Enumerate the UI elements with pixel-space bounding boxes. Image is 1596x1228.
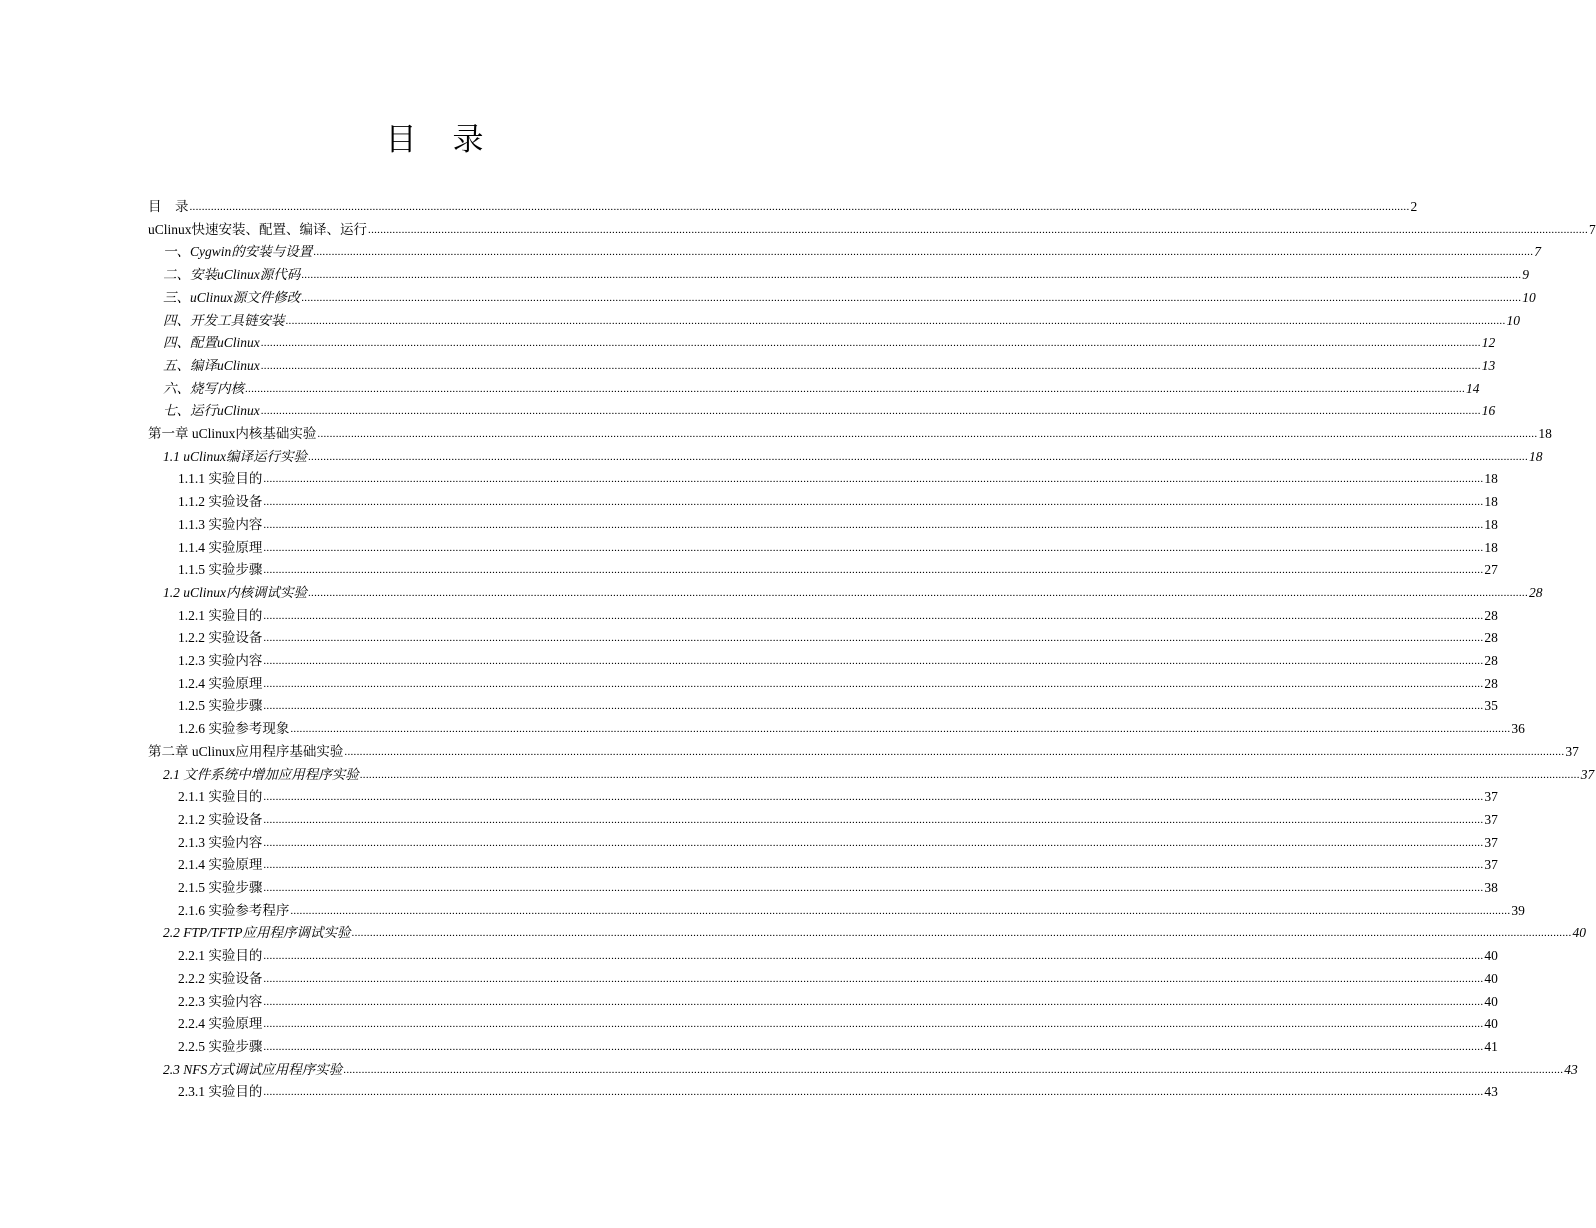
toc-entry-page-number: 28: [1484, 675, 1498, 691]
toc-entry-page-number: 18: [1529, 448, 1543, 464]
toc-entry[interactable]: [178, 968, 1498, 991]
toc-entry-title: 七、运行uClinux: [163, 403, 260, 419]
toc-entry-page-number: 40: [1484, 948, 1498, 964]
toc-entry[interactable]: [178, 559, 1498, 582]
toc-entry-title: 1.2 uClinux内核调试实验: [163, 584, 307, 600]
toc-dot-leader: ................................................................................................................................................................................................................................................................................................................................................................................................................: [308, 450, 1528, 463]
toc-entry-title: 2.3.1 实验目的: [178, 1084, 263, 1100]
toc-dot-leader: ................................................................................................................................................................................................................................................................................................................................................................................................................: [308, 586, 1528, 599]
toc-entry-page-number: 18: [1484, 471, 1498, 487]
toc-entry-page-number: 40: [1572, 925, 1587, 941]
toc-entry-title: 1.2.2 实验设备: [178, 630, 263, 646]
toc-entry-title: 2.1.6 实验参考程序: [178, 902, 290, 918]
toc-entry-title: 2.1.3 实验内容: [178, 834, 263, 850]
toc-entry-page-number: 40: [1484, 993, 1498, 1009]
toc-entry[interactable]: [148, 741, 1579, 764]
toc-entry-page-number: 10: [1506, 312, 1520, 328]
toc-entry-page-number: 18: [1484, 516, 1498, 532]
toc-entry-page-number: 7: [1534, 244, 1542, 260]
toc-entry[interactable]: [178, 900, 1525, 923]
toc-dot-leader: ................................................................................................................................................................................................................................................................................................................................................................................................................: [317, 428, 1538, 440]
toc-entry[interactable]: [163, 310, 1520, 333]
toc-entry-page-number: 2: [1410, 199, 1418, 214]
toc-entry-page-number: 37: [1484, 857, 1498, 873]
toc-dot-leader: ................................................................................................................................................................................................................................................................................................................................................................................................................: [343, 1063, 1564, 1076]
toc-entry[interactable]: [178, 491, 1498, 514]
toc-entry[interactable]: [178, 945, 1498, 968]
toc-entry-title: 第一章 uClinux内核基础实验: [148, 426, 317, 441]
toc-entry-title: 1.2.1 实验目的: [178, 607, 263, 623]
toc-entry-title: 一、Cygwin的安装与设置: [163, 244, 313, 260]
toc-entry-title: 第二章 uClinux应用程序基础实验: [148, 743, 344, 759]
toc-dot-leader: ................................................................................................................................................................................................................................................................................................................................................................................................................: [263, 518, 1484, 531]
toc-dot-leader: ................................................................................................................................................................................................................................................................................................................................................................................................................: [263, 677, 1484, 690]
toc-entry[interactable]: [163, 582, 1543, 605]
toc-dot-leader: ................................................................................................................................................................................................................................................................................................................................................................................................................: [263, 813, 1484, 826]
toc-dot-leader: ................................................................................................................................................................................................................................................................................................................................................................................................................: [263, 564, 1484, 577]
toc-entry-title: 2.3 NFS方式调试应用程序实验: [163, 1061, 343, 1077]
page-title: 目录: [385, 122, 520, 157]
toc-dot-leader: ................................................................................................................................................................................................................................................................................................................................................................................................................: [359, 768, 1580, 781]
toc-dot-leader: ................................................................................................................................................................................................................................................................................................................................................................................................................: [351, 927, 1572, 940]
toc-entry[interactable]: [163, 332, 1496, 355]
toc-entry-title: 2.2.5 实验步骤: [178, 1038, 263, 1054]
toc-entry-page-number: 43: [1484, 1084, 1498, 1100]
toc-entry[interactable]: [178, 673, 1498, 696]
toc-dot-leader: ................................................................................................................................................................................................................................................................................................................................................................................................................: [344, 745, 1565, 758]
toc-entry-title: 2.2.1 实验目的: [178, 948, 263, 964]
toc-entry-page-number: 18: [1484, 539, 1498, 555]
toc-entry-page-number: 36: [1511, 721, 1525, 737]
toc-entry-title: 二、安装uClinux源代码: [163, 267, 301, 283]
toc-entry-title: 2.1.1 实验目的: [178, 789, 263, 805]
toc-dot-leader: ................................................................................................................................................................................................................................................................................................................................................................................................................: [263, 972, 1484, 985]
toc-entry-page-number: 18: [1484, 494, 1498, 510]
toc-entry-title: 四、开发工具链安装: [163, 312, 285, 328]
toc-dot-leader: ................................................................................................................................................................................................................................................................................................................................................................................................................: [290, 723, 1511, 736]
toc-entry[interactable]: [178, 695, 1498, 718]
toc-entry[interactable]: [178, 605, 1498, 628]
toc-entry[interactable]: [178, 786, 1498, 809]
toc-entry-page-number: 28: [1484, 607, 1498, 623]
toc-dot-leader: ................................................................................................................................................................................................................................................................................................................................................................................................................: [263, 1086, 1484, 1099]
toc-dot-leader: ................................................................................................................................................................................................................................................................................................................................................................................................................: [263, 950, 1484, 963]
toc-dot-leader: ................................................................................................................................................................................................................................................................................................................................................................................................................: [189, 201, 1410, 213]
toc-dot-leader: ................................................................................................................................................................................................................................................................................................................................................................................................................: [263, 882, 1484, 894]
toc-entry-title: 四、配置uClinux: [163, 335, 260, 351]
toc-entry-title: 1.1.4 实验原理: [178, 539, 263, 555]
toc-entry-page-number: 38: [1484, 880, 1498, 895]
toc-entry-title: 1.2.3 实验内容: [178, 653, 263, 668]
toc-dot-leader: ................................................................................................................................................................................................................................................................................................................................................................................................................: [285, 314, 1506, 327]
toc-entry-page-number: 35: [1484, 698, 1498, 714]
toc-entry-title: 1.1.2 实验设备: [178, 494, 263, 510]
toc-dot-leader: ................................................................................................................................................................................................................................................................................................................................................................................................................: [290, 904, 1511, 917]
toc-dot-leader: ................................................................................................................................................................................................................................................................................................................................................................................................................: [245, 382, 1465, 395]
toc-entry-title: 1.1.3 实验内容: [178, 516, 263, 532]
toc-entry-title: 2.1.5 实验步骤: [178, 880, 263, 895]
toc-dot-leader: ................................................................................................................................................................................................................................................................................................................................................................................................................: [301, 291, 1522, 304]
toc-entry-title: 1.2.5 实验步骤: [178, 698, 263, 714]
toc-dot-leader: ................................................................................................................................................................................................................................................................................................................................................................................................................: [263, 541, 1484, 554]
toc-entry-title: 1.1 uClinux编译运行实验: [163, 448, 307, 464]
toc-dot-leader: ................................................................................................................................................................................................................................................................................................................................................................................................................: [263, 655, 1484, 667]
toc-dot-leader: ................................................................................................................................................................................................................................................................................................................................................................................................................: [260, 405, 1481, 418]
toc-entry[interactable]: [148, 423, 1552, 446]
toc-entry[interactable]: [178, 514, 1498, 537]
toc-entry-page-number: 27: [1484, 562, 1498, 578]
toc-entry-title: 2.2.4 实验原理: [178, 1016, 263, 1032]
toc-entry-page-number: 10: [1522, 289, 1536, 305]
toc-entry-page-number: 37: [1484, 789, 1498, 805]
toc-entry-title: 2.1.2 实验设备: [178, 811, 263, 827]
toc-entry-page-number: 13: [1481, 357, 1496, 373]
toc-entry[interactable]: [178, 991, 1498, 1014]
toc-entry[interactable]: [178, 468, 1498, 491]
toc-dot-leader: ................................................................................................................................................................................................................................................................................................................................................................................................................: [263, 496, 1484, 509]
toc-entry[interactable]: [178, 627, 1498, 650]
toc-dot-leader: ................................................................................................................................................................................................................................................................................................................................................................................................................: [263, 995, 1484, 1008]
toc-entry-title: 1.1.5 实验步骤: [178, 562, 263, 578]
toc-entry[interactable]: [163, 241, 1542, 264]
toc-entry[interactable]: [148, 196, 1418, 219]
toc-dot-leader: ................................................................................................................................................................................................................................................................................................................................................................................................................: [263, 700, 1484, 713]
toc-entry-page-number: 40: [1484, 1016, 1498, 1032]
toc-entry[interactable]: [163, 764, 1595, 787]
toc-entry[interactable]: [163, 287, 1536, 310]
toc-entry-page-number: 9: [1522, 267, 1529, 283]
toc-entry-page-number: 37: [1484, 834, 1498, 850]
toc-entry-title: 2.2 FTP/TFTP应用程序调试实验: [163, 925, 351, 941]
toc-entry-title: uClinux快速安装、配置、编译、运行: [148, 221, 368, 237]
toc-dot-leader: ................................................................................................................................................................................................................................................................................................................................................................................................................: [313, 246, 1534, 259]
toc-entry-page-number: 7: [1589, 221, 1596, 237]
toc-dot-leader: ................................................................................................................................................................................................................................................................................................................................................................................................................: [263, 1040, 1484, 1053]
toc-dot-leader: ................................................................................................................................................................................................................................................................................................................................................................................................................: [263, 1018, 1484, 1031]
toc-entry-page-number: 37: [1484, 811, 1498, 827]
toc-dot-leader: ................................................................................................................................................................................................................................................................................................................................................................................................................: [263, 609, 1484, 622]
toc-entry[interactable]: [178, 1081, 1498, 1104]
toc-entry-page-number: 28: [1529, 584, 1543, 600]
toc-entry-page-number: 12: [1481, 335, 1496, 351]
toc-entry[interactable]: [163, 446, 1543, 469]
toc-entry[interactable]: [178, 854, 1498, 877]
toc-entry[interactable]: [148, 219, 1596, 242]
toc-entry[interactable]: [178, 877, 1498, 900]
toc-entry-page-number: 18: [1538, 426, 1552, 441]
toc-entry-title: 五、编译uClinux: [163, 357, 260, 373]
toc-entry-title: 六、烧写内核: [163, 380, 244, 396]
toc-entry-page-number: 16: [1481, 403, 1496, 419]
toc-dot-leader: ................................................................................................................................................................................................................................................................................................................................................................................................................: [301, 269, 1522, 282]
toc-entry-title: 2.2.3 实验内容: [178, 993, 263, 1009]
toc-entry-title: 2.2.2 实验设备: [178, 970, 263, 986]
toc-entry[interactable]: [163, 1059, 1578, 1082]
toc-entry[interactable]: [178, 809, 1498, 832]
toc-entry-page-number: 28: [1484, 653, 1498, 668]
toc-entry[interactable]: [178, 650, 1498, 673]
toc-entry-page-number: 37: [1565, 743, 1579, 759]
toc-entry-page-number: 43: [1564, 1061, 1578, 1077]
toc-entry-page-number: 28: [1484, 630, 1498, 646]
toc-dot-leader: ................................................................................................................................................................................................................................................................................................................................................................................................................: [263, 473, 1484, 486]
toc-entry-title: 1.1.1 实验目的: [178, 471, 263, 487]
toc-entry[interactable]: [178, 1013, 1498, 1036]
toc-entry[interactable]: [178, 537, 1498, 560]
toc-entry[interactable]: [163, 400, 1496, 423]
toc-dot-leader: ................................................................................................................................................................................................................................................................................................................................................................................................................: [260, 337, 1481, 350]
toc-entry[interactable]: [178, 718, 1525, 741]
toc-entry-page-number: 41: [1484, 1038, 1498, 1054]
toc-entry[interactable]: [163, 922, 1587, 945]
toc-entry-page-number: 40: [1484, 970, 1498, 986]
toc-entry-title: 2.1.4 实验原理: [178, 857, 263, 873]
toc-entry-page-number: 37: [1580, 766, 1595, 782]
toc-entry-title: 1.2.6 实验参考现象: [178, 721, 290, 737]
toc-dot-leader: ................................................................................................................................................................................................................................................................................................................................................................................................................: [263, 632, 1484, 645]
toc-dot-leader: ................................................................................................................................................................................................................................................................................................................................................................................................................: [263, 836, 1484, 849]
toc-entry-title: 2.1 文件系统中增加应用程序实验: [163, 766, 359, 782]
toc-dot-leader: ................................................................................................................................................................................................................................................................................................................................................................................................................: [263, 791, 1484, 804]
toc-dot-leader: ................................................................................................................................................................................................................................................................................................................................................................................................................: [368, 223, 1589, 236]
toc-dot-leader: ................................................................................................................................................................................................................................................................................................................................................................................................................: [260, 359, 1481, 372]
toc-entry[interactable]: [163, 378, 1480, 401]
toc-entry[interactable]: [178, 1036, 1498, 1059]
toc-entry[interactable]: [163, 355, 1496, 378]
toc-entry-title: 三、uClinux源文件修改: [163, 289, 301, 305]
toc-entry-page-number: 39: [1511, 902, 1525, 918]
toc-entry-title: 目 录: [148, 199, 189, 214]
toc-entry-page-number: 14: [1466, 380, 1480, 396]
toc-entry[interactable]: [178, 832, 1498, 855]
toc-dot-leader: ................................................................................................................................................................................................................................................................................................................................................................................................................: [263, 859, 1484, 872]
toc-entry[interactable]: [163, 264, 1529, 287]
toc-entry-title: 1.2.4 实验原理: [178, 675, 263, 691]
